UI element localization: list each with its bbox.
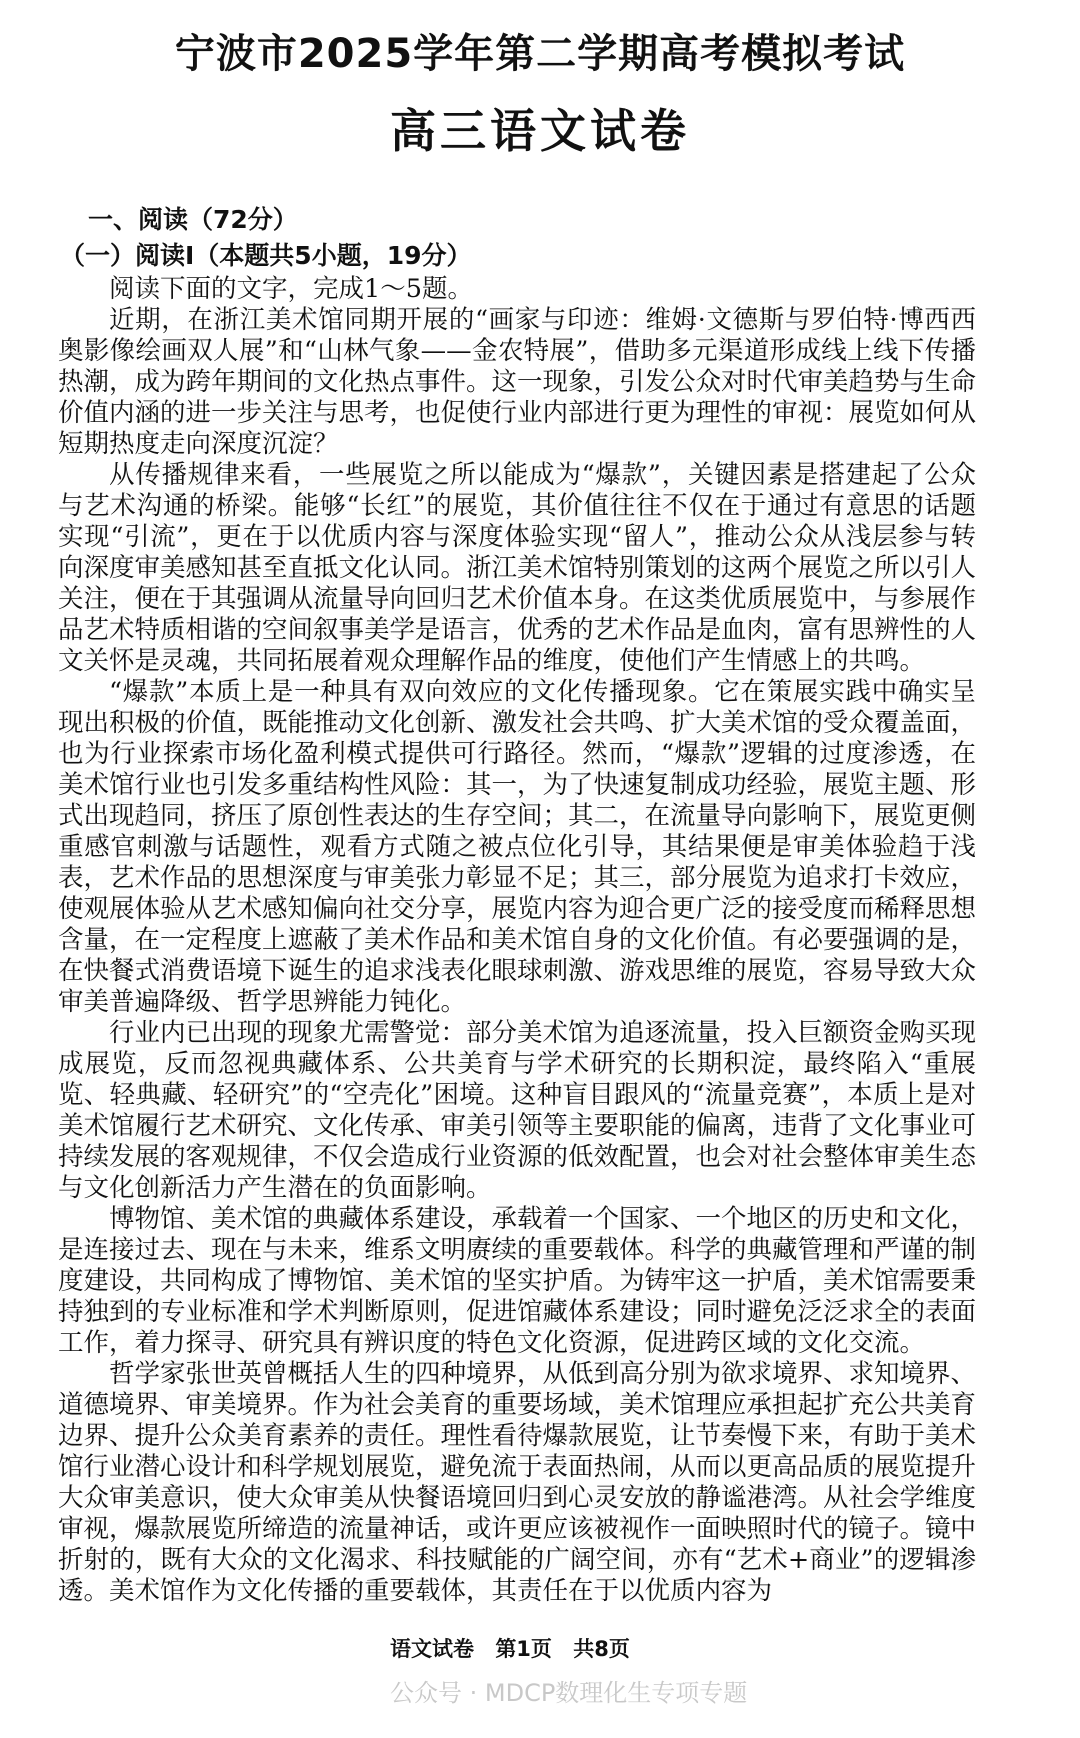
paragraph: 行业内已出现的现象尤需警觉：部分美术馆为追逐流量，投入巨额资金购买现成展览，反而忽视典藏体系、公共美育与学术研究的长期积淀，最终陷入“重展览、轻典藏、轻研究”的“空壳化”困境。这种盲目跟风的“流量竞赛”，本质上是对美术馆履行艺术研究、文化传承、审美引领等主要职能的偏离，违背了文化事业可持续发展的客观规律，不仅会造成行业资源的低效配置，也会对社会整体审美生态与文化创新活力产生潜在的负面影响。 bbox=[58, 1017, 977, 1203]
section-subheading: （一）阅读Ⅰ（本题共5小题，19分） bbox=[60, 240, 472, 270]
watermark: 公众号 · MDCP数理化生专项专题 bbox=[390, 1678, 748, 1707]
paragraph: 从传播规律来看，一些展览之所以能成为“爆款”，关键因素是搭建起了公众与艺术沟通的桥梁。能够“长红”的展览，其价值往往不仅在于通过有意思的话题实现“引流”，更在于以优质内容与深度体验实现“留人”，推动公众从浅层参与转向深度审美感知甚至直抵文化认同。浙江美术馆特别策划的这两个展览之所以引人关注，便在于其强调从流量导向回归艺术价值本身。在这类优质展览中，与参展作品艺术特质相谐的空间叙事美学是语言，优秀的艺术作品是血肉，富有思辨性的人文关怀是灵魂，共同拓展着观众理解作品的维度，使他们产生情感上的共鸣。 bbox=[58, 459, 977, 676]
footer-label: 语文试卷 bbox=[390, 1636, 474, 1661]
paragraph: “爆款”本质上是一种具有双向效应的文化传播现象。它在策展实践中确实呈现出积极的价值，既能推动文化创新、激发社会共鸣、扩大美术馆的受众覆盖面，也为行业探索市场化盈利模式提供可行路径。然而，“爆款”逻辑的过度渗透，在美术馆行业也引发多重结构性风险：其一，为了快速复制成功经验，展览主题、形式出现趋同，挤压了原创性表达的生存空间；其二，在流量导向影响下，展览更侧重感官刺激与话题性，观看方式随之被点位化引导，其结果便是审美体验趋于浅表，艺术作品的思想深度与审美张力彰显不足；其三，部分展览为追求打卡效应，使观展体验从艺术感知偏向社交分享，展览内容为迎合更广泛的接受度而稀释思想含量，在一定程度上遮蔽了美术作品和美术馆自身的文化价值。有必要强调的是，在快餐式消费语境下诞生的追求浅表化眼球刺激、游戏思维的展览，容易导致大众审美普遍降级、哲学思辨能力钝化。 bbox=[58, 676, 977, 1017]
page-number: 第1页 bbox=[495, 1636, 552, 1661]
paragraph: 哲学家张世英曾概括人生的四种境界，从低到高分别为欲求境界、求知境界、道德境界、审美境界。作为社会美育的重要场域，美术馆理应承担起扩充公共美育边界、提升公众美育素养的责任。理性看待爆款展览，让节奏慢下来，有助于美术馆行业潜心设计和科学规划展览，避免流于表面热闹，从而以更高品质的展览提升大众审美意识，使大众审美从快餐语境回归到心灵安放的静谧港湾。从社会学维度审视，爆款展览所缔造的流量神话，或许更应该被视作一面映照时代的镜子。镜中折射的，既有大众的文化渴求、科技赋能的广阔空间，亦有“艺术+商业”的逻辑渗透。美术馆作为文化传播的重要载体，其责任在于以优质内容为 bbox=[58, 1358, 977, 1606]
page-total: 共8页 bbox=[573, 1636, 630, 1661]
exam-title: 宁波市2025学年第二学期高考模拟考试 bbox=[174, 31, 906, 77]
paragraph: 博物馆、美术馆的典藏体系建设，承载着一个国家、一个地区的历史和文化，是连接过去、现在与未来，维系文明赓续的重要载体。科学的典藏管理和严谨的制度建设，共同构成了博物馆、美术馆的坚实护盾。为铸牢这一护盾，美术馆需要秉持独到的专业标准和学术判断原则，促进馆藏体系建设；同时避免泛泛求全的表面工作，着力探寻、研究具有辨识度的特色文化资源，促进跨区域的文化交流。 bbox=[58, 1203, 977, 1358]
reading-passage bbox=[58, 274, 976, 1607]
page-footer bbox=[390, 1633, 644, 1663]
page-bottom bbox=[58, 1633, 1022, 1708]
instruction: 阅读下面的文字，完成1～5题。 bbox=[109, 273, 473, 304]
section-heading: 一、阅读（72分） bbox=[88, 204, 298, 234]
exam-subtitle: 高三语文试卷 bbox=[390, 104, 690, 158]
paragraph: 近期，在浙江美术馆同期开展的“画家与印迹：维姆·文德斯与罗伯特·博西西奥影像绘画双人展”和“山林气象——金农特展”，借助多元渠道形成线上线下传播热潮，成为跨年期间的文化热点事件。这一现象，引发公众对时代审美趋势与生命价值内涵的进一步关注与思考，也促使行业内部进行更为理性的审视：展览如何从短期热度走向深度沉淀？ bbox=[58, 304, 977, 459]
